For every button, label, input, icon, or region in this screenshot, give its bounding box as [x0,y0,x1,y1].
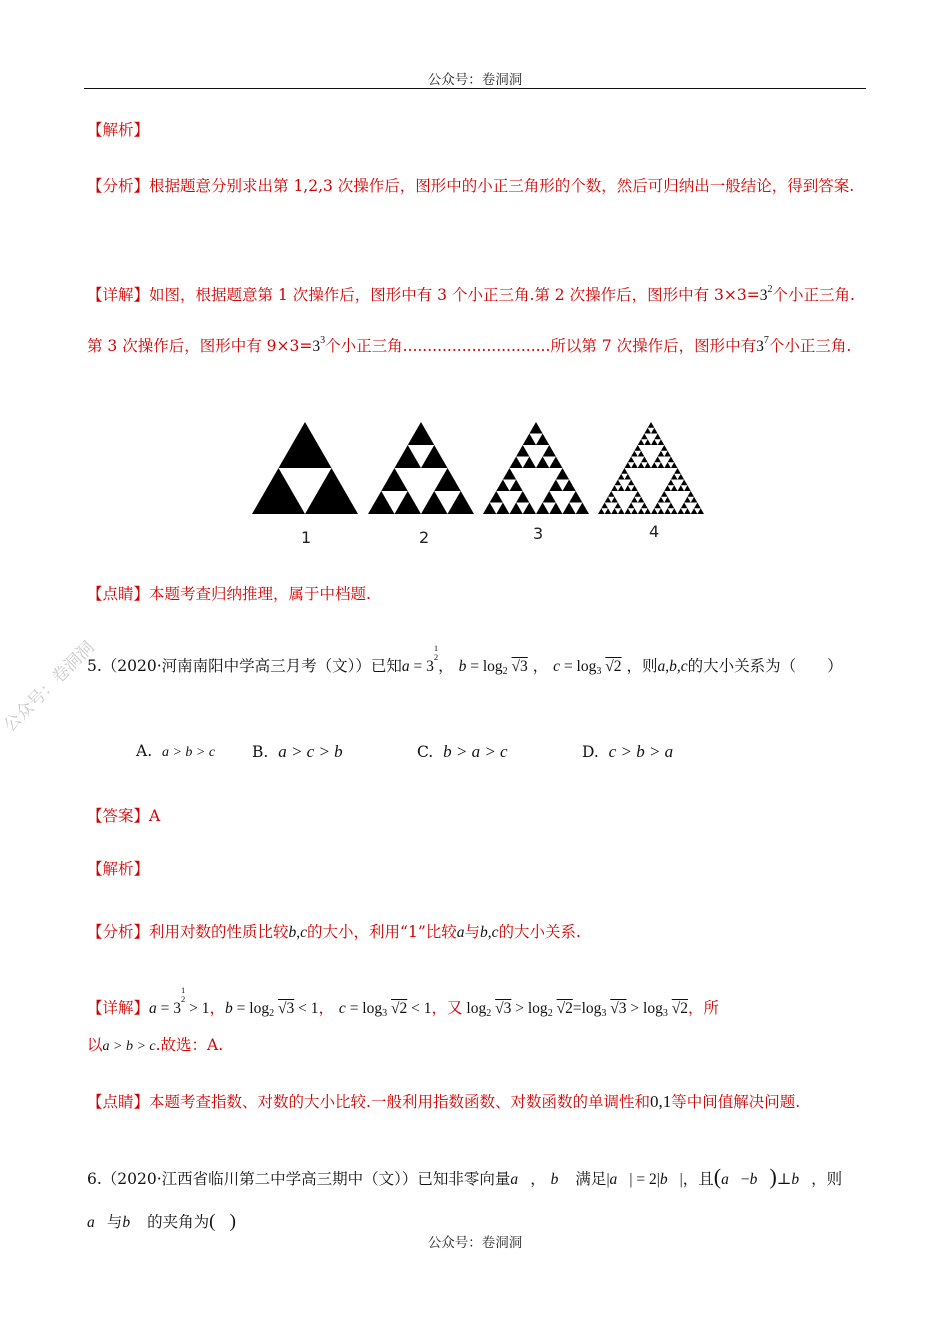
math-3-cubed: $3^3$ [312,335,326,355]
math-half-exponent: 1 2 [433,643,439,662]
option-a[interactable]: A. a > b > c [136,742,216,760]
fenxi-paragraph [87,169,859,203]
math-bc: b [288,924,297,941]
dianjing-tag: 【点睛】 [87,585,150,603]
math-vec-a: a⃗ [510,1171,531,1188]
page-footer: 公众号：卷洞洞 [427,1235,523,1251]
watermark: 公众号：卷洞洞 [0,637,99,736]
dianjing-paragraph: 【点睛】本题考查归纳推理，属于中档题. [87,585,371,603]
problem5-dianjing: 【点睛】本题考查指数、对数的大小比较.一般利用指数函数、对数函数的单调性和0,1等中间值解决问题. [87,1092,801,1111]
math-vec-b: b⃗ [550,1171,571,1188]
triangle-step-3 [483,422,589,514]
problem5-fenxi: 【分析】利用对数的性质比较b,c的大小，利用“1”比较a与b,c的大小关系. [87,923,581,941]
sierpinski-figure [252,418,722,548]
header-rule [84,88,866,89]
problem5-stem: 5.（2020·河南南阳中学高三月考（文））已知a = 31 2， $b = \log_2 √3$ ， $c = \log_3 √2$ ，则a,b,c的大小关系为（ ） [87,643,843,677]
option-d[interactable]: D. c > b > a [582,742,674,761]
jiexi-heading: 【解析】 [87,121,150,139]
answer-value: A [149,807,161,825]
math-abc: a [657,658,666,675]
problem5-jiexi-heading: 【解析】 [87,860,150,878]
sierpinski-triangles [252,418,722,520]
math-c-def: c [553,658,561,675]
answer-tag: 【答案】 [87,807,150,825]
triangle-step-1 [252,422,358,514]
option-c[interactable]: C. b > a > c [417,742,508,761]
figure-label-2: 2 [419,528,430,547]
math-3-pow7: $3^7$ [756,335,769,355]
math-a-def: a [401,658,410,675]
xiangjie-tag: 【详解】 [87,286,150,304]
triangle-step-2 [368,422,474,514]
problem5-xiangjie: 【详解】a = 31 2 > 1，$b = \log_2 √3 < 1$， $c = \log_3 √2 < 1$，又 $\log_2 √3 > \log_2 √2=\log_3$ $√3 > \log_3 √2$，所 以a > b > c.故选：A. [87,985,719,1054]
fenxi-tag: 【分析】 [87,177,150,195]
math-bc-2: b [480,924,488,941]
math-perp-relation: (a⃗−b⃗)⊥b⃗ [713,1164,812,1189]
math-3-squared: $3^2$ [759,284,773,304]
figure-label-3: 3 [533,524,544,543]
xiangjie-paragraph: 【详解】如图，根据题意第 1 次操作后，图形中有 3 个小正三角.第 2 次操作后，图形中有 $3\times 3=3^2$个小正三角.第 3 次操作后，图形中有 $9\times 3=3^3$个小正三角..............................所以第 7 次操作后，图形中有$3^7$个小正三角. [87,284,855,355]
triangle-step-4 [598,422,704,514]
fenxi-text: 根据题意分别求出第 1,2,3 次操作后，图形中的小正三角形的个数，然后可归纳出一般结论，得到答案. [149,177,855,195]
option-b[interactable]: B. a > c > b [252,742,343,761]
problem6-stem: 6.（2020·江西省临川第二中学高三期中（文））已知非零向量a⃗， b⃗ 满足|a⃗| = 2|b⃗|，且(a⃗−b⃗)⊥b⃗，则 a⃗与b⃗ 的夹角为( ) [87,1164,843,1232]
figure-label-4: 4 [649,522,660,541]
math-a: a [456,924,465,941]
answer-line [87,800,859,832]
figure-label-1: 1 [301,528,312,547]
math-norm-relation: |a⃗| = 2|b⃗| [606,1171,683,1188]
math-b-def: b [458,658,467,675]
page-header: 公众号：卷洞洞 [427,72,523,88]
problem5-options [136,742,736,776]
